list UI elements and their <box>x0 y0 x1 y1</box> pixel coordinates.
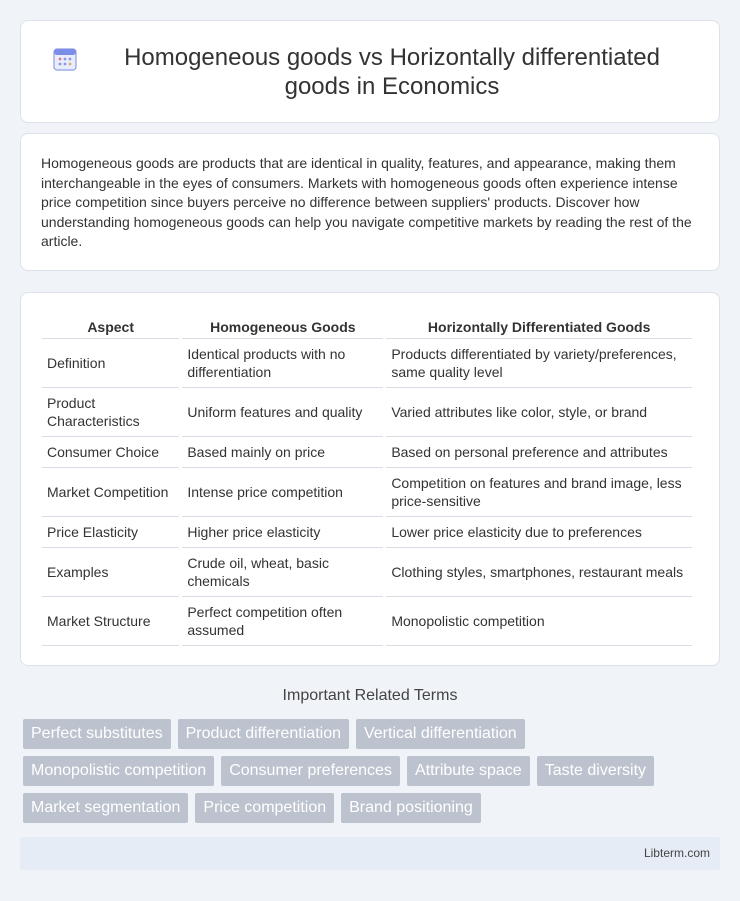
footer-site-link[interactable]: Libterm.com <box>643 846 710 860</box>
table-cell: Lower price elasticity due to preferences <box>386 517 692 548</box>
intro-card <box>20 133 720 271</box>
intro-text: Homogeneous goods are products that are identical in quality, features, and appearance, making them interchangeable in the eyes of consumers. Markets with homogeneous goods often experience intense price competition since buyers perceive no difference between suppliers' products. Discover how understanding homogeneous goods can help you navigate competitive markets by reading the rest of the article. <box>41 155 692 250</box>
related-terms-title: Important Related Terms <box>282 687 458 704</box>
related-term-tag[interactable]: Vertical differentiation <box>356 719 525 749</box>
column-header: Horizontally Differentiated Goods <box>386 313 692 339</box>
related-term-tag[interactable]: Market segmentation <box>23 793 188 823</box>
related-term-tag[interactable]: Taste diversity <box>537 756 654 786</box>
related-term-tag[interactable]: Monopolistic competition <box>23 756 214 786</box>
related-term-tag[interactable]: Consumer preferences <box>221 756 400 786</box>
table-cell: Monopolistic competition <box>386 597 692 646</box>
table-header-row <box>42 313 692 339</box>
table-row <box>42 597 692 646</box>
related-term-tag[interactable]: Perfect substitutes <box>23 719 171 749</box>
comparison-table <box>39 313 695 646</box>
title-wrap <box>21 43 719 101</box>
tag-row <box>23 756 723 786</box>
title-card <box>20 20 720 123</box>
table-cell: Market Structure <box>42 597 179 646</box>
table-cell: Identical products with no differentiation <box>182 339 383 388</box>
related-term-tag[interactable]: Price competition <box>195 793 334 823</box>
table-row <box>42 339 692 388</box>
table-row <box>42 388 692 437</box>
table-cell: Intense price competition <box>182 468 383 517</box>
table-cell: Examples <box>42 548 179 597</box>
related-term-tag[interactable]: Attribute space <box>407 756 530 786</box>
table-cell: Perfect competition often assumed <box>182 597 383 646</box>
table-row <box>42 517 692 548</box>
comparison-table-card <box>20 292 720 666</box>
calendar-icon <box>51 45 79 73</box>
table-cell: Uniform features and quality <box>182 388 383 437</box>
table-cell: Based on personal preference and attributes <box>386 437 692 468</box>
table-cell: Varied attributes like color, style, or brand <box>386 388 692 437</box>
column-header: Aspect <box>42 313 179 339</box>
table-row <box>42 437 692 468</box>
related-terms <box>23 719 723 830</box>
table-cell: Product Characteristics <box>42 388 179 437</box>
related-term-tag[interactable]: Brand positioning <box>341 793 481 823</box>
table-cell: Definition <box>42 339 179 388</box>
footer <box>20 837 720 870</box>
page-title: Homogeneous goods vs Horizontally differentiated goods in Economics <box>124 43 660 100</box>
table-cell: Market Competition <box>42 468 179 517</box>
table-cell: Higher price elasticity <box>182 517 383 548</box>
table-row <box>42 548 692 597</box>
column-header: Homogeneous Goods <box>182 313 383 339</box>
tag-row <box>23 793 723 823</box>
table-cell: Based mainly on price <box>182 437 383 468</box>
table-row <box>42 468 692 517</box>
table-cell: Clothing styles, smartphones, restaurant meals <box>386 548 692 597</box>
table-cell: Crude oil, wheat, basic chemicals <box>182 548 383 597</box>
related-term-tag[interactable]: Product differentiation <box>178 719 349 749</box>
tag-row <box>23 719 723 749</box>
table-cell: Price Elasticity <box>42 517 179 548</box>
table-cell: Competition on features and brand image, less price-sensitive <box>386 468 692 517</box>
table-cell: Products differentiated by variety/preferences, same quality level <box>386 339 692 388</box>
table-cell: Consumer Choice <box>42 437 179 468</box>
